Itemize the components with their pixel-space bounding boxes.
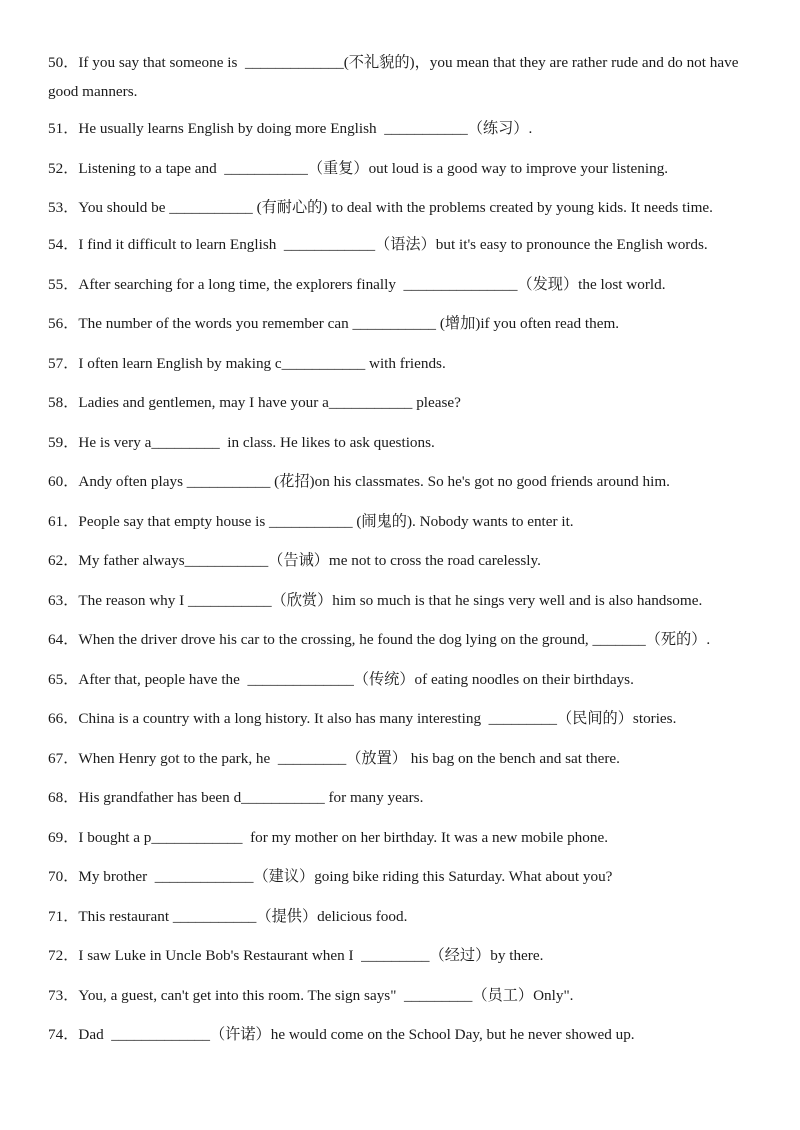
question-51: 51．He usually learns English by doing more English ___________（练习）. <box>48 120 533 137</box>
question-50: 50．If you say that someone is _____________(不礼貌的)，you mean that they are rather rude and do not have good manners. <box>48 54 743 100</box>
question-55: 55．After searching for a long time, the explorers finally _______________（发现）the lost world. <box>48 275 666 293</box>
question-74: 74．Dad _____________（许诺）he would come on the School Day, but he never showed up. <box>48 1026 635 1043</box>
question-65: 65．After that, people have the ______________（传统）of eating noodles on their birthdays. <box>48 670 634 688</box>
question-56: 56．The number of the words you remember can ___________ (增加)if you often read them. <box>48 315 620 332</box>
question-58: 58．Ladies and gentlemen, may I have your a___________ please? <box>48 394 461 411</box>
worksheet-page <box>48 48 760 1060</box>
question-57: 57．I often learn English by making c___________ with friends. <box>48 354 446 372</box>
question-68: 68．His grandfather has been d___________ for many years. <box>48 789 424 806</box>
question-59: 59．He is very a_________ in class. He likes to ask questions. <box>48 433 435 451</box>
question-52: 52．Listening to a tape and ___________（重复）out loud is a good way to improve your listening. <box>48 159 669 177</box>
question-54: 54．I find it difficult to learn English ____________（语法）but it's easy to pronounce the English words. <box>48 236 708 253</box>
question-63: 63．The reason why I ___________（欣赏）him so much is that he sings very well and is also handsome. <box>48 591 703 609</box>
question-62: 62．My father always___________（告诫）me not to cross the road carelessly. <box>48 552 541 569</box>
question-66: 66．China is a country with a long history. It also has many interesting _________（民间的）stories. <box>48 710 677 727</box>
question-73: 73．You, a guest, can't get into this room. The sign says" _________（员工）Only". <box>48 986 574 1004</box>
question-60: 60．Andy often plays ___________ (花招)on his classmates. So he's got no good friends around him. <box>48 473 670 490</box>
question-70: 70．My brother _____________（建议）going bike riding this Saturday. What about you? <box>48 868 613 885</box>
question-71: 71．This restaurant ___________（提供）delicious food. <box>48 907 408 925</box>
question-64: 64．When the driver drove his car to the crossing, he found the dog lying on the ground, _______（死的）. <box>48 631 711 648</box>
question-61: 61．People say that empty house is ___________ (闹鬼的). Nobody wants to enter it. <box>48 512 574 530</box>
question-53: 53．You should be ___________ (有耐心的) to deal with the problems created by young kids. It needs time. <box>48 199 713 216</box>
question-72: 72．I saw Luke in Uncle Bob's Restaurant when I _________（经过）by there. <box>48 947 544 964</box>
question-69: 69．I bought a p____________ for my mother on her birthday. It was a new mobile phone. <box>48 828 609 846</box>
question-67: 67．When Henry got to the park, he _________（放置） his bag on the bench and sat there. <box>48 749 620 767</box>
